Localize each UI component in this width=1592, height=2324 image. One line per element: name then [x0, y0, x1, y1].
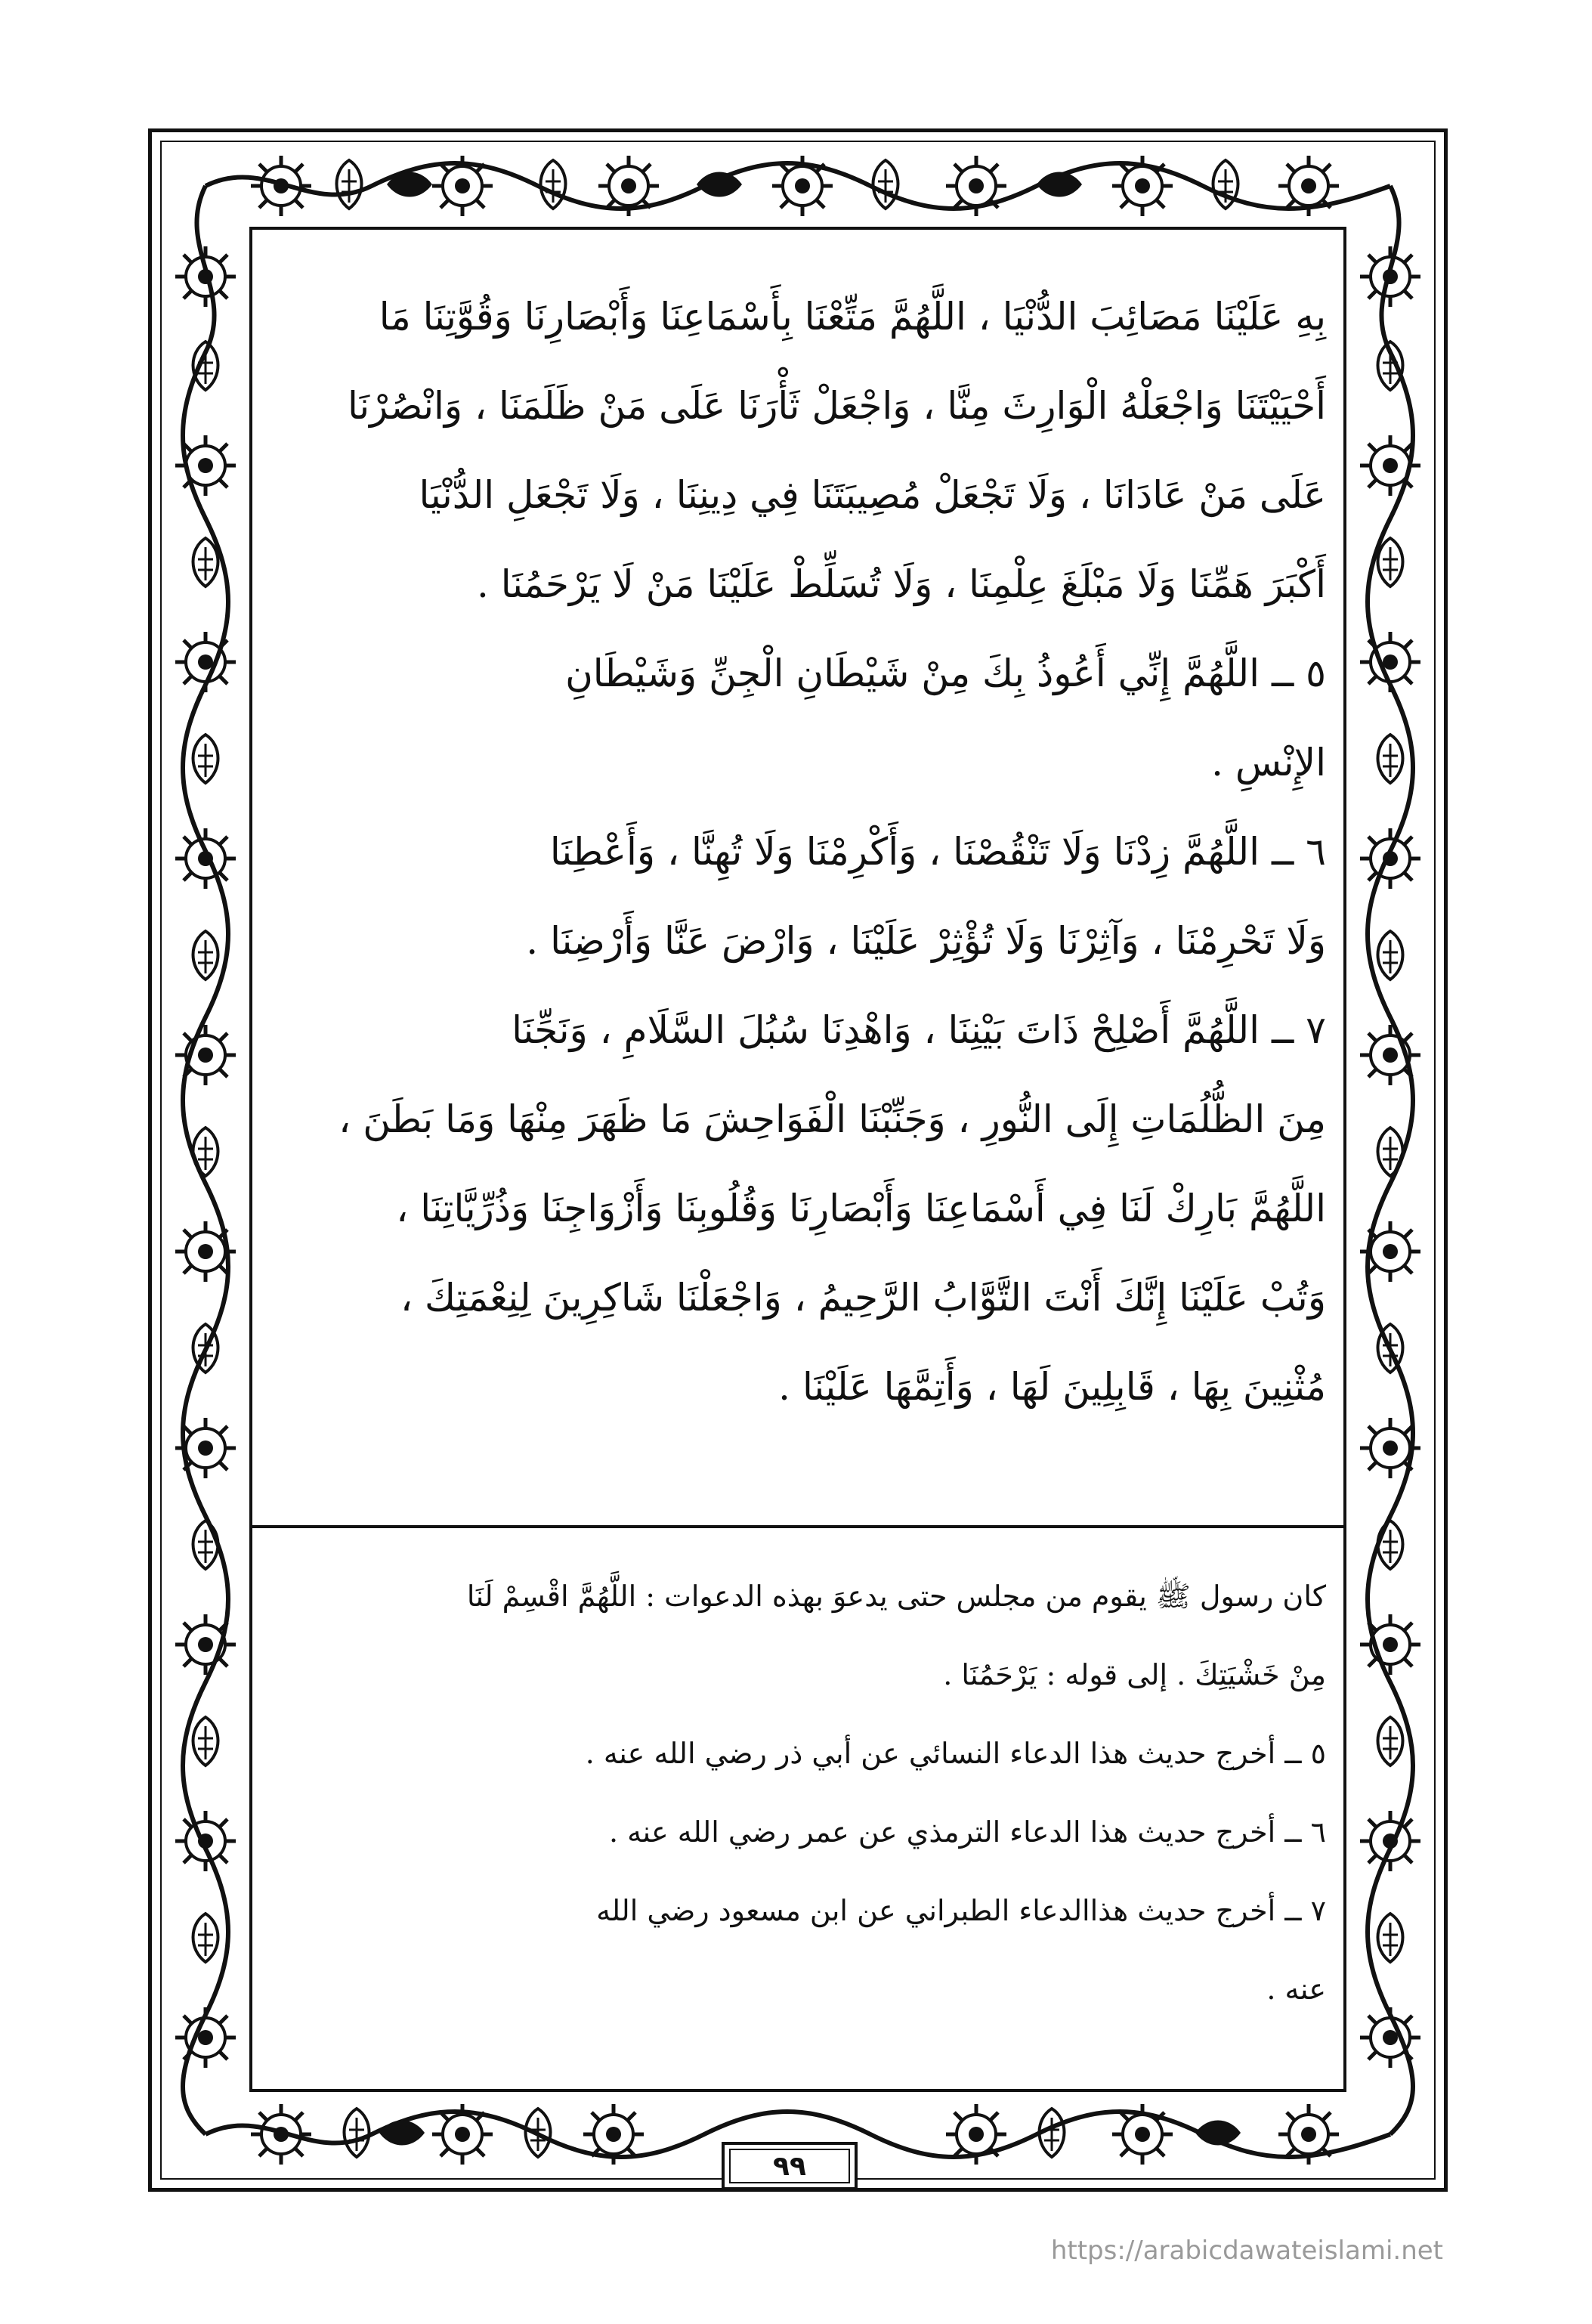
text-line: أَحْيَيْتَنَا وَاجْعَلْهُ الْوَارِثَ مِنَّا ، وَاجْعَلْ ثَأْرَنَا عَلَى مَنْ ظَلَمَنَا ، وَانْصُرْنَا — [348, 384, 1326, 428]
text-line: بِهِ عَلَيْنَا مَصَائِبَ الدُّنْيَا ، اللَّهُمَّ مَتِّعْنَا بِأَسْمَاعِنَا وَأَبْصَارِنَا وَقُوَّتِنَا مَا — [379, 295, 1326, 339]
page-number-box — [722, 2142, 858, 2190]
text-line: الإِنْسِ . — [1211, 741, 1326, 784]
text-line: أَكْبَرَ هَمِّنَا وَلَا مَبْلَغَ عِلْمِنَا ، وَلَا تُسَلِّطْ عَلَيْنَا مَنْ لَا يَرْحَمُنَا . — [476, 562, 1326, 606]
footnote-line: ٧ ــ أخرج حديث هذاالدعاء الطبراني عن ابن مسعود رضي الله — [596, 1894, 1326, 1927]
footnote-line: عنه . — [1266, 1973, 1326, 2006]
watermark-url: https://arabicdawateislami.net — [1050, 2236, 1443, 2266]
footnote-line: مِنْ خَشْيَتِكَ . إلى قوله : يَرْحَمُنَا . — [943, 1658, 1326, 1691]
footnote-line: كان رسول ﷺ يقوم من مجلس حتى يدعوَ بهذه الدعوات : اللَّهُمَّ اقْسِمْ لَنَا — [466, 1580, 1326, 1613]
text-line: وَلَا تَحْرِمْنَا ، وَآثِرْنَا وَلَا تُؤْثِرْ عَلَيْنَا ، وَارْضَ عَنَّا وَأَرْضِنَا . — [526, 919, 1326, 963]
text-line: ٧ ــ اللَّهُمَّ أَصْلِحْ ذَاتَ بَيْنِنَا ، وَاهْدِنَا سُبُلَ السَّلَامِ ، وَنَجِّنَا — [512, 1008, 1326, 1052]
footnote-line: ٦ ــ أخرج حديث هذا الدعاء الترمذي عن عمر رضي الله عنه . — [608, 1815, 1326, 1849]
text-line: مُثْنِينَ بِهَا ، قَابِلِينَ لَهَا ، وَأَتِمَّهَا عَلَيْنَا . — [778, 1365, 1326, 1409]
prayer-text — [268, 272, 1326, 1431]
footnote-separator — [249, 1525, 1346, 1528]
page-number: ٩٩ — [729, 2149, 850, 2183]
footnote-line: ٥ ــ أخرج حديث هذا الدعاء النسائي عن أبي ذر رضي الله عنه . — [585, 1737, 1326, 1770]
text-line: اللَّهُمَّ بَارِكْ لَنَا فِي أَسْمَاعِنَا وَأَبْصَارِنَا وَقُلُوبِنَا وَأَزْوَاجِنَا وَذُرِّيَّاتِنَا ، — [396, 1187, 1326, 1230]
text-line: مِنَ الظُّلُمَاتِ إِلَى النُّورِ ، وَجَنِّبْنَا الْفَوَاحِشَ مَا ظَهَرَ مِنْهَا وَمَا بَطَنَ ، — [338, 1097, 1326, 1141]
text-line: ٦ ــ اللَّهُمَّ زِدْنَا وَلَا تَنْقُصْنَا ، وَأَكْرِمْنَا وَلَا تُهِنَّا ، وَأَعْطِنَا — [549, 830, 1326, 874]
footnotes — [268, 1557, 1326, 2028]
text-line: ٥ ــ اللَّهُمَّ إِنِّي أَعُوذُ بِكَ مِنْ شَيْطَانِ الْجِنِّ وَشَيْطَانِ — [565, 651, 1326, 695]
text-line: عَلَى مَنْ عَادَانَا ، وَلَا تَجْعَلْ مُصِيبَتَنَا فِي دِينِنَا ، وَلَا تَجْعَلِ الدُّنْيَا — [419, 473, 1326, 517]
text-line: وَتُبْ عَلَيْنَا إِنَّكَ أَنْتَ التَّوَّابُ الرَّحِيمُ ، وَاجْعَلْنَا شَاكِرِينَ لِنِعْمَتِكَ ، — [400, 1276, 1326, 1320]
